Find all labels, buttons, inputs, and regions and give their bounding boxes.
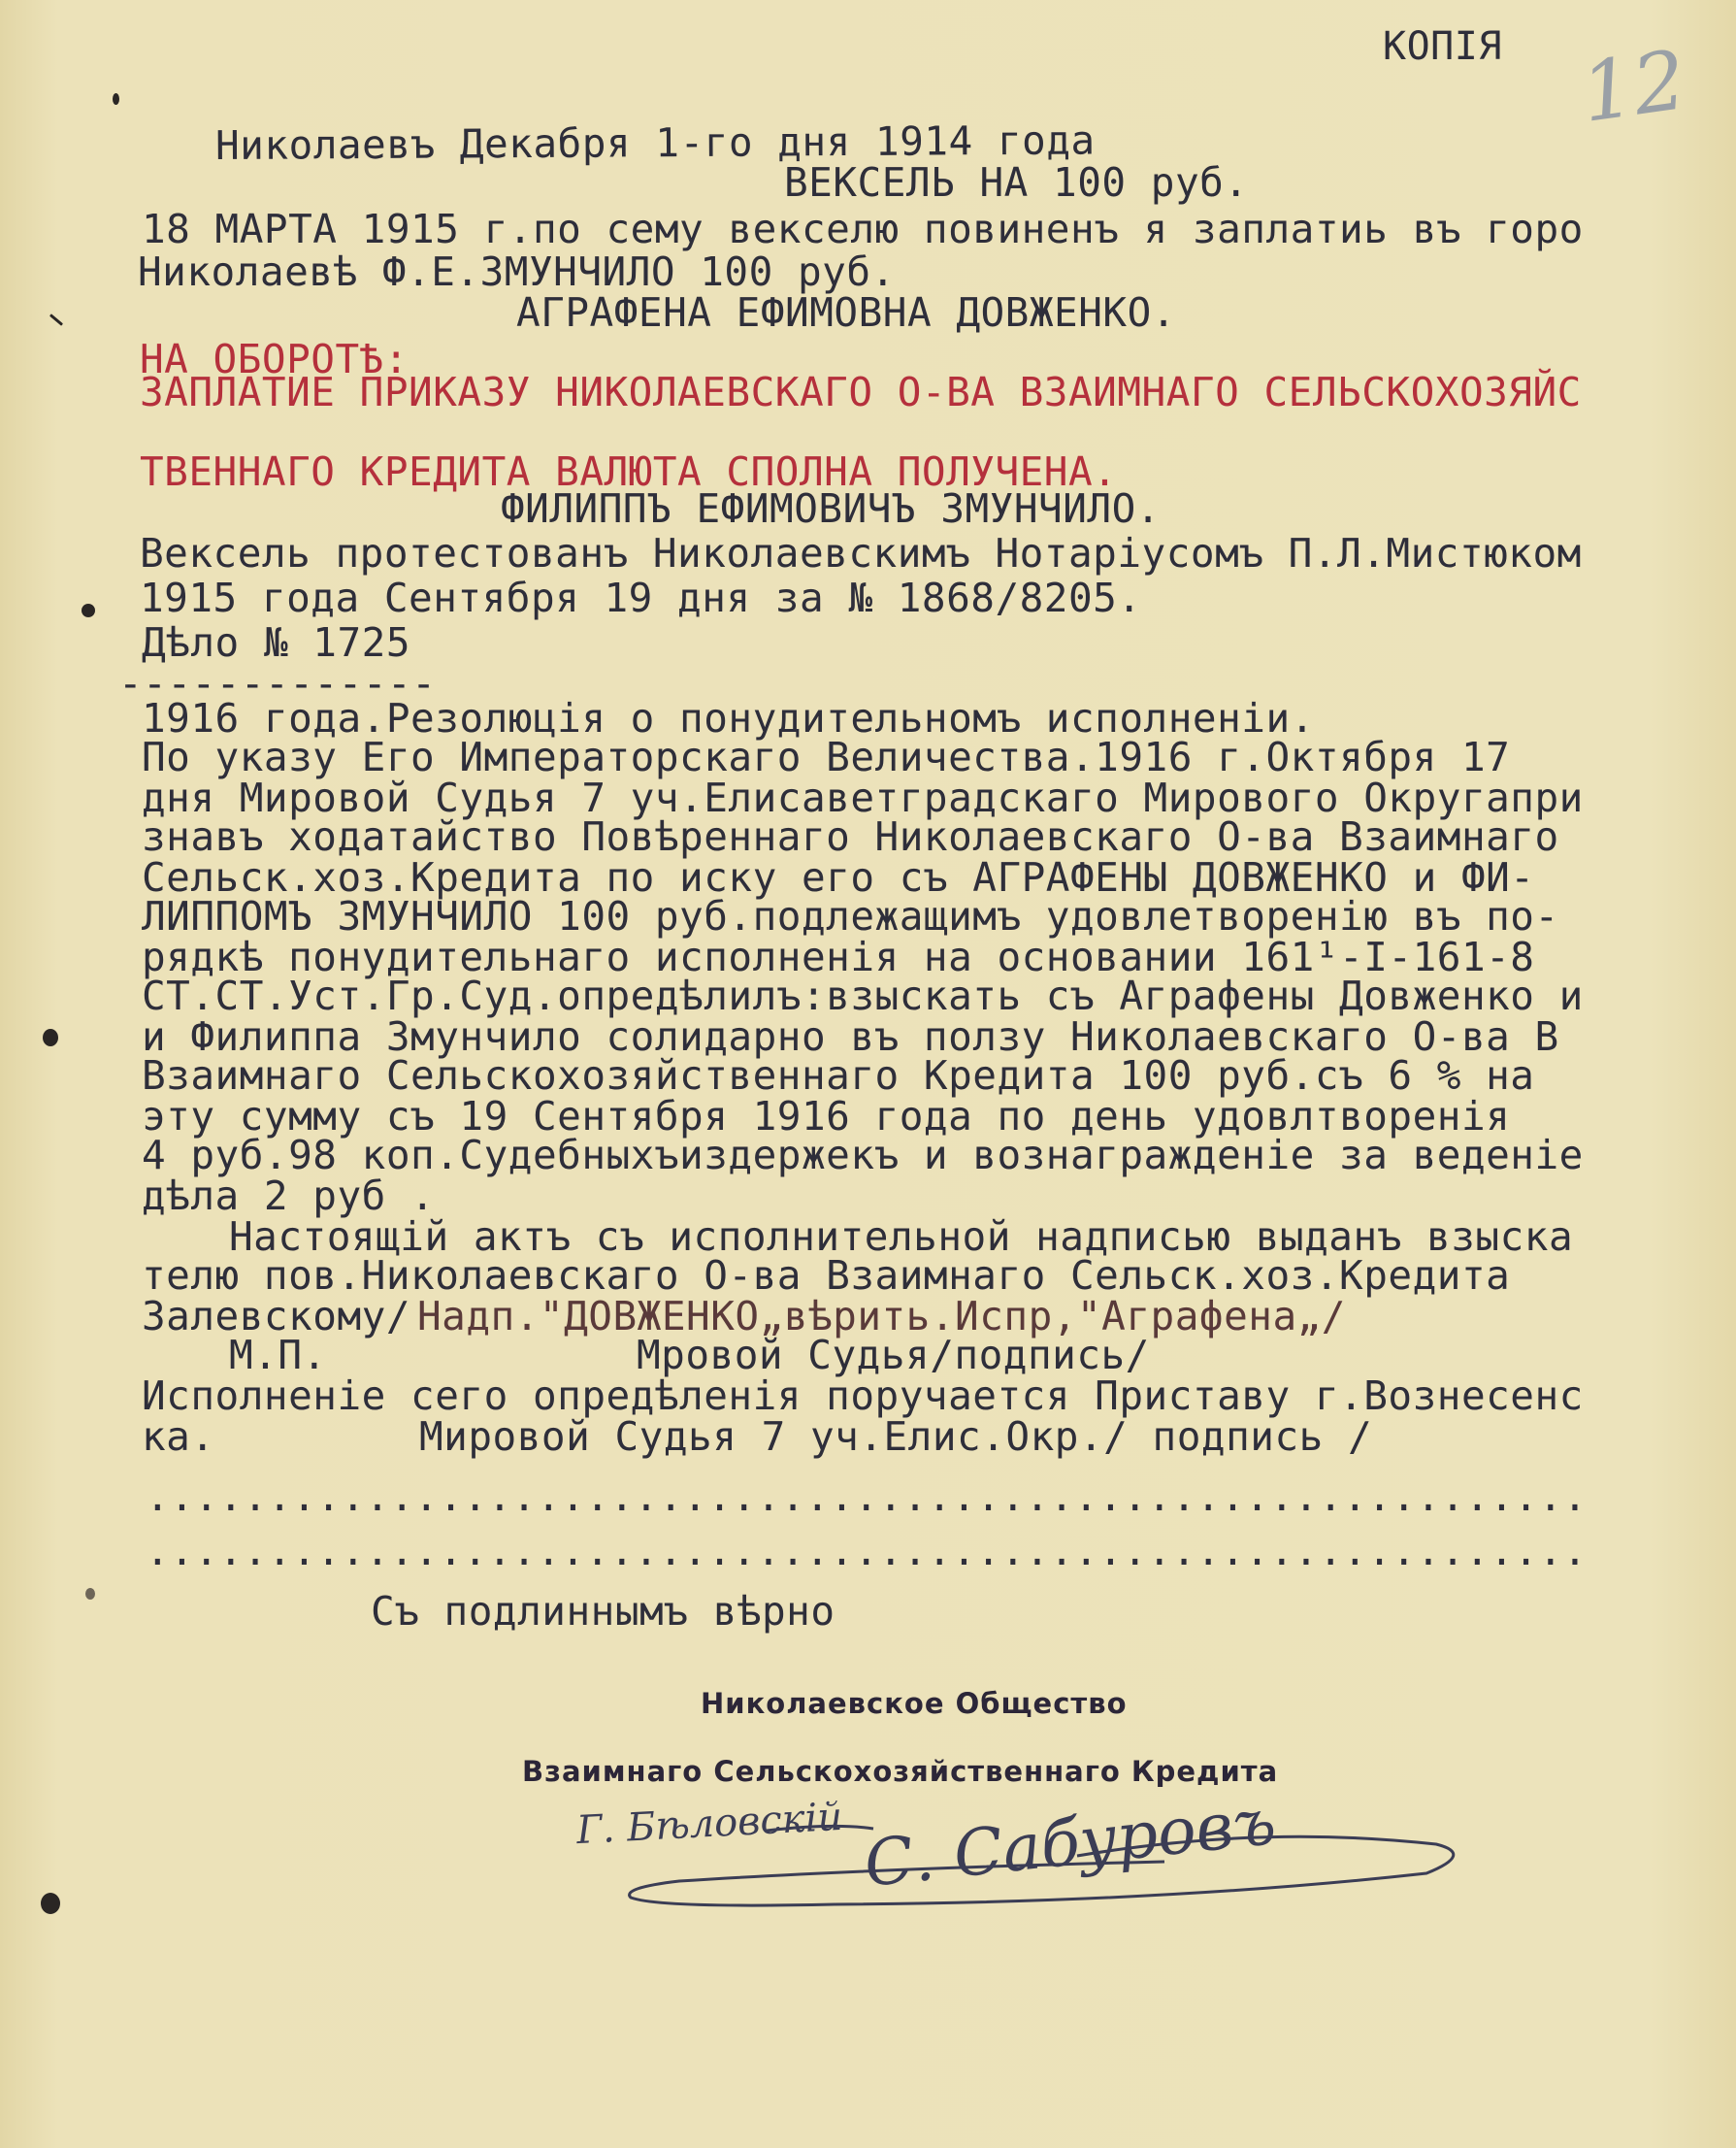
margin-speck bbox=[85, 1588, 95, 1600]
case-number: Дѣло № 1725 bbox=[142, 619, 411, 666]
act-line-3a: Залевскому/ bbox=[142, 1293, 411, 1339]
margin-speck bbox=[113, 93, 119, 105]
true-copy-statement: Съ подлиннымъ вѣрно bbox=[371, 1588, 835, 1635]
execution-line-2a: ка. bbox=[142, 1413, 215, 1460]
judge-signature-1: Мровой Судья/подпись/ bbox=[637, 1332, 1150, 1378]
signature-2: С. Сабуровъ bbox=[861, 1783, 1280, 1902]
resolution-line: 4 руб.98 коп.Судебныхъиздержекъ и вознагражденіе за веденіе bbox=[142, 1132, 1584, 1178]
resolution-line: ЛИППОМЪ ЗМУНЧИЛО 100 руб.подлежащимъ удовлетворенію въ по- bbox=[142, 893, 1559, 940]
protest-line-1: Вексель протестованъ Николаевскимъ Нотаріусомъ П.Л.Мистюком bbox=[140, 530, 1582, 577]
bill-line-1: 18 МАРТА 1915 г.по сему векселю повиненъ я заплатиь въ горо bbox=[142, 206, 1584, 252]
stamp-line-1: Николаевское Общество bbox=[701, 1687, 1128, 1720]
act-line-2: телю пов.Николаевскаго О-ва Взаимнаго Сельск.хоз.Кредита bbox=[142, 1252, 1511, 1299]
act-line-1: Настоящій актъ съ исполнительной надписью выданъ взыска bbox=[229, 1213, 1574, 1260]
stamp-line-2: Взаимнаго Сельскохозяйственнаго Кредита bbox=[522, 1755, 1279, 1788]
dotted-rule: ........................................................... bbox=[146, 1528, 1588, 1574]
resolution-line: 1916 года.Резолюція о понудительномъ исполненіи. bbox=[142, 695, 1315, 742]
resolution-line: дня Мировой Судья 7 уч.Елисаветградскаго Мирового Округапри bbox=[142, 775, 1584, 821]
bill-place-date: Николаевъ Декабря 1-го дня 1914 года bbox=[214, 116, 1096, 169]
reverse-line-2: ТВЕННАГО КРЕДИТА ВАЛЮТА СПОЛНА ПОЛУЧЕНА. bbox=[140, 448, 1118, 495]
margin-speck bbox=[82, 604, 95, 617]
resolution-line: Взаимнаго Сельскохозяйственнаго Кредита 100 руб.съ 6 % на bbox=[142, 1052, 1535, 1099]
margin-speck bbox=[41, 1893, 60, 1914]
folio-number: 12 bbox=[1575, 32, 1692, 141]
act-line-3b: Надп."ДОВЖЕНКО„вѣрить.Испр,"Аграфена„/ bbox=[417, 1293, 1346, 1339]
resolution-line: рядкѣ понудительнаго исполненія на основании 161¹-I-161-8 bbox=[142, 934, 1535, 980]
bill-drawer: АГРАФЕНА ЕФИМОВНА ДОВЖЕНКО. bbox=[516, 289, 1176, 336]
resolution-line: дѣла 2 руб . bbox=[142, 1173, 436, 1219]
execution-line-1: Исполненіе сего опредѣленія поручается Приставу г.Вознесенс bbox=[142, 1372, 1584, 1419]
margin-speck bbox=[43, 1029, 58, 1046]
resolution-line: эту сумму съ 19 Сентября 1916 года по день удовлтворенія bbox=[142, 1093, 1511, 1140]
protest-line-2: 1915 года Сентября 19 дня за № 1868/8205. bbox=[140, 575, 1142, 621]
dotted-rule: ........................................................... bbox=[146, 1473, 1588, 1520]
resolution-line: знавъ ходатайство Повѣреннаго Николаевскаго О-ва Взаимнаго bbox=[142, 813, 1559, 860]
bill-title: ВЕКСЕЛЬ НА 100 руб. bbox=[784, 159, 1249, 206]
resolution-line: СТ.СТ.Уст.Гр.Суд.опредѣлилъ:взыскать съ Аграфены Довженко и bbox=[142, 973, 1584, 1019]
resolution-line: и Филиппа Змунчило солидарно въ ползу Николаевскаго О-ва В bbox=[142, 1013, 1559, 1060]
resolution-line: По указу Его Императорскаго Величества.1916 г.Октября 17 bbox=[142, 734, 1511, 780]
signature-1: Г. Бѣловскій bbox=[574, 1794, 844, 1854]
resolution-line: Сельск.хоз.Кредита по иску его съ АГРАФЕНЫ ДОВЖЕНКО и ФИ- bbox=[142, 854, 1535, 901]
reverse-line-1: ЗАПЛАТИЕ ПРИКАЗУ НИКОЛАЕВСКАГО О-ВА ВЗАИМНАГО СЕЛЬСКОХОЗЯЙС bbox=[140, 369, 1582, 415]
bill-line-2: Николаевѣ Ф.Е.ЗМУНЧИЛО 100 руб. bbox=[138, 248, 896, 295]
margin-speck bbox=[49, 314, 63, 326]
execution-line-2b: Мировой Судья 7 уч.Елис.Окр./ подпись / bbox=[419, 1413, 1373, 1460]
reverse-heading: НА ОБОРОТѢ: bbox=[140, 336, 409, 382]
seal-mark: М.П. bbox=[229, 1332, 327, 1378]
copy-mark: КОПІЯ bbox=[1383, 24, 1502, 69]
reverse-signer: ФИЛИППЪ ЕФИМОВИЧЪ ЗМУНЧИЛО. bbox=[501, 485, 1161, 532]
section-divider: ------------- bbox=[118, 660, 437, 707]
